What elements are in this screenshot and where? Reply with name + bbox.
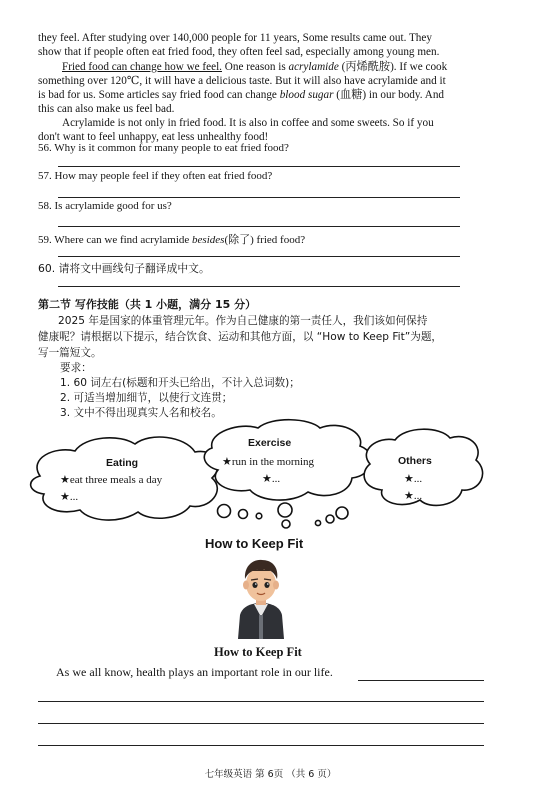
requirements-label: 要求： — [60, 362, 92, 374]
essay-writing-line-1[interactable] — [38, 701, 484, 702]
essay-opening-sentence: As we all know, health plays an important role in our life. — [56, 665, 333, 679]
passage-line-3 — [38, 60, 508, 74]
answer-line-60[interactable] — [58, 286, 460, 287]
essay-first-line-blank[interactable] — [358, 680, 484, 681]
cloud-others-item-1: ★... — [404, 473, 423, 485]
cloud-exercise-item-2: ★... — [262, 473, 281, 485]
page-footer: 七年级英语 第 6页 （共 6 页） — [204, 769, 337, 780]
passage-text: (血糖) in our body. And — [333, 89, 445, 101]
writing-prompt-line-3: 写一篇短文。 — [38, 347, 102, 359]
section-heading: 第二节 写作技能（共 1 小题，满分 15 分） — [38, 298, 257, 311]
question-56: 56. Why is it common for many people to eat fried food? — [38, 142, 289, 154]
cloud-others — [364, 429, 482, 505]
term-acrylamide: acrylamide — [288, 61, 339, 73]
term-besides: besides — [192, 234, 225, 246]
question-text: (除了) fried food? — [224, 234, 306, 246]
cloud-label-eating: Eating — [106, 457, 139, 469]
answer-line-59[interactable] — [58, 256, 460, 257]
cloud-eating-item-2: ★... — [60, 491, 79, 503]
requirement-3: 3. 文中不得出现真实人名和校名。 — [60, 407, 222, 419]
cloud-eating-item-1: ★eat three meals a day — [60, 474, 163, 486]
requirement-2: 2. 可适当增加细节，以使行文连贯； — [60, 392, 233, 404]
passage-line-7: Acrylamide is not only in fried food. It is also in coffee and some sweets. So if you — [62, 117, 434, 129]
essay-title-top: How to Keep Fit — [205, 536, 304, 551]
question-text: 59. Where can we find acrylamide — [38, 234, 193, 246]
question-58: 58. Is acrylamide good for us? — [38, 200, 172, 212]
passage-line-1: they feel. After studying over 140,000 people for 11 years, Some results came out. They — [38, 32, 432, 44]
passage-line-2: show that if people often eat fried food, they often feel sad, especially among young men. — [38, 46, 440, 58]
passage-line-8: don't want to feel unhappy, eat less unhealthy food! — [38, 131, 269, 143]
passage-line-4: something over 120℃, it will have a delicious taste. But it will also have acrylamide and it — [38, 75, 446, 87]
requirement-1: 1. 60 词左右(标题和开头已给出，不计入总词数)； — [60, 377, 300, 389]
underlined-sentence: Fried food can change how we feel. — [62, 61, 222, 73]
question-57: 57. How may people feel if they often eat fried food? — [38, 170, 273, 182]
passage-line-6: this can also make us feel bad. — [38, 103, 175, 115]
writing-prompt-line-2: 健康呢？请根据以下提示，结合饮食、运动和其他方面，以 “How to Keep Fit”为题， — [38, 331, 443, 343]
answer-line-57[interactable] — [58, 197, 460, 198]
answer-line-56[interactable] — [58, 166, 460, 167]
boy-illustration — [232, 557, 290, 639]
essay-writing-line-3[interactable] — [38, 745, 484, 746]
passage-text: is bad for us. Some articles say fried food can change — [38, 89, 280, 101]
essay-title-bottom: How to Keep Fit — [214, 645, 302, 659]
cloud-others-item-2: ★... — [404, 490, 423, 502]
question-59 — [38, 231, 305, 247]
cloud-label-others: Others — [398, 455, 432, 467]
question-60: 60. 请将文中画线句子翻译成中文。 — [38, 262, 210, 275]
cloud-label-exercise: Exercise — [248, 437, 292, 449]
answer-line-58[interactable] — [58, 226, 460, 227]
passage-line-5 — [38, 88, 508, 102]
term-blood-sugar: blood sugar — [279, 89, 334, 101]
passage-text: One reason is — [221, 61, 289, 73]
essay-writing-line-2[interactable] — [38, 723, 484, 724]
passage-text: (丙烯酰胺). If we cook — [338, 61, 448, 73]
writing-prompt-line-1: 2025 年是国家的体重管理元年。作为自己健康的第一责任人，我们该如何保持 — [58, 315, 428, 327]
cloud-exercise-item-1: ★run in the morning — [222, 456, 315, 468]
